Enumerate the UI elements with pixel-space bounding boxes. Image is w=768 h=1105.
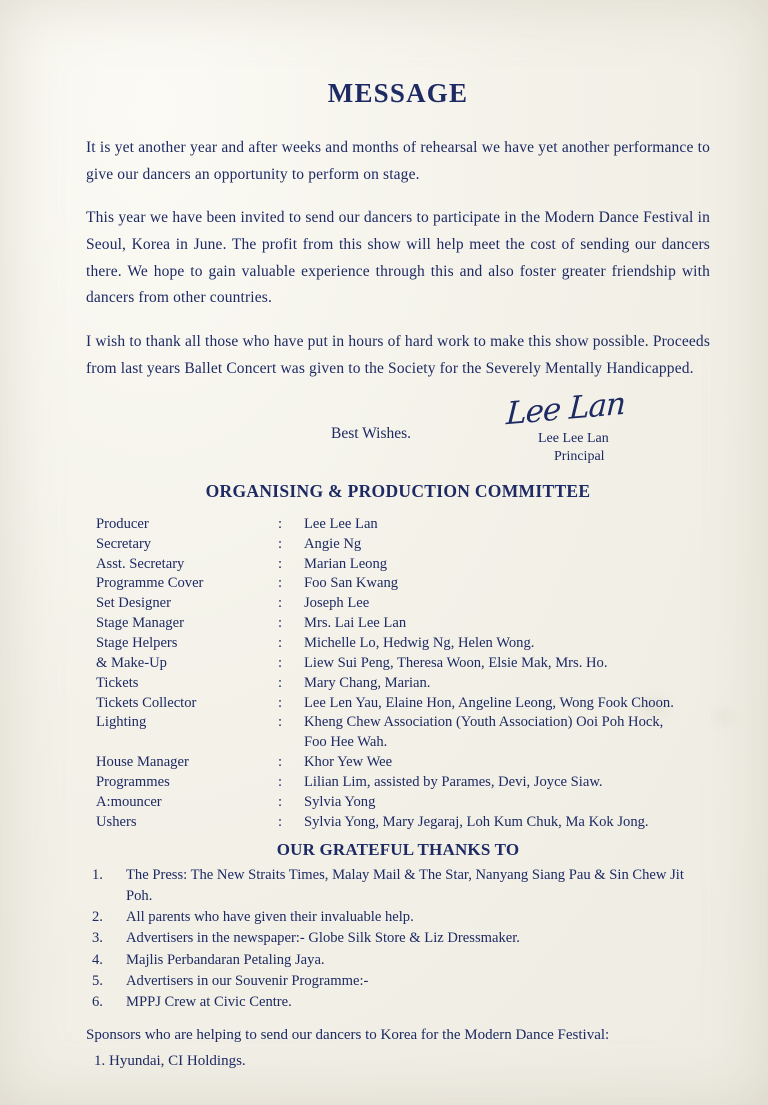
committee-role: & Make-Up: [96, 654, 167, 671]
committee-separator: :: [278, 615, 283, 632]
committee-role: Asst. Secretary: [96, 555, 185, 572]
committee-role: Tickets: [96, 674, 139, 691]
list-item-number: 6.: [92, 993, 103, 1010]
signatory-role: Principal: [554, 449, 605, 465]
table-row: [96, 534, 720, 554]
committee-value: Mrs. Lai Lee Lan: [304, 615, 407, 632]
committee-separator: :: [278, 714, 283, 731]
table-row: [96, 653, 720, 673]
best-wishes-text: Best Wishes.: [331, 425, 412, 443]
list-item-text: Majlis Perbandaran Petaling Jaya.: [126, 951, 325, 968]
committee-value: Foo San Kwang: [304, 575, 399, 592]
committee-role: Ushers: [96, 813, 137, 830]
committee-role: Programmes: [96, 774, 170, 791]
list-item-number: 4.: [92, 951, 103, 968]
list-item-number: 2.: [92, 909, 103, 926]
committee-separator: :: [278, 595, 283, 612]
list-item: [92, 865, 710, 907]
committee-value: Mary Chang, Marian.: [304, 674, 431, 691]
committee-value: Lee Lee Lan: [304, 515, 378, 532]
committee-value: Marian Leong: [304, 555, 388, 572]
committee-value: Liew Sui Peng, Theresa Woon, Elsie Mak, Mrs. Ho.: [304, 654, 608, 671]
table-row: [96, 594, 720, 614]
committee-role-blank: [96, 733, 278, 753]
list-item-number: 5.: [92, 972, 103, 989]
handwritten-signature: Lee Lan: [505, 385, 626, 433]
list-item: [92, 907, 710, 928]
list-item-text: Advertisers in the newspaper:- Globe Silk Store & Liz Dressmaker.: [126, 930, 520, 947]
committee-separator: :: [278, 575, 283, 592]
committee-value: Khor Yew Wee: [304, 754, 393, 771]
table-row: [96, 753, 720, 773]
signatory-name: Lee Lee Lan: [538, 431, 609, 447]
committee-separator: :: [278, 635, 283, 651]
table-row: [96, 812, 720, 832]
page-title: MESSAGE: [327, 78, 469, 108]
committee-role: Set Designer: [96, 595, 171, 612]
table-row-continuation: [96, 733, 720, 753]
committee-separator: :: [278, 654, 283, 671]
committee-role: Lighting: [96, 714, 147, 731]
thanks-heading: OUR GRATEFUL THANKS TO: [276, 840, 520, 859]
committee-value: Lee Len Yau, Elaine Hon, Angeline Leong, Wong Fook Choon.: [304, 694, 674, 711]
committee-role: Secretary: [96, 535, 152, 552]
committee-separator: :: [278, 515, 283, 532]
committee-separator: :: [278, 555, 283, 572]
list-item-text: The Press: The New Straits Times, Malay Mail & The Star, Nanyang Siang Pau & Sin Chew Jit Poh.: [126, 867, 684, 905]
list-item: [92, 928, 710, 949]
message-paragraph-2: This year we have been invited to send our dancers to participate in the Modern Dance Festival in Seoul, Korea in June. The profit from this show will help meet the cost of sending our dancers there. We hope to gain valuable experience through this and also foster greater friendship with dancers from other countries.: [86, 209, 710, 307]
message-paragraph-1: It is yet another year and after weeks and months of rehearsal we have yet another performance to give our dancers an opportunity to perform on stage.: [86, 139, 710, 183]
list-item: [92, 992, 710, 1013]
committee-table: [96, 514, 720, 832]
sponsor-list-item: 1. Hyundai, CI Holdings.: [94, 1053, 246, 1070]
table-row: [96, 554, 720, 574]
list-item: [92, 950, 710, 971]
committee-separator: :: [278, 793, 283, 810]
committee-value-continuation: Foo Hee Wah.: [304, 734, 388, 751]
list-item-text: Advertisers in our Souvenir Programme:-: [126, 972, 369, 989]
committee-separator-blank: [278, 733, 304, 753]
table-row: [96, 633, 720, 653]
list-item-number: 3.: [92, 930, 103, 947]
committee-role: A:mouncer: [96, 793, 162, 810]
message-paragraph-3: I wish to thank all those who have put in hours of hard work to make this show possible. Proceeds from last years Ballet Concert was given to the Society for the Severely Mentally Handicapped.: [86, 332, 710, 377]
table-row: [96, 614, 720, 634]
sponsors-intro: Sponsors who are helping to send our dancers to Korea for the Modern Dance Festival:: [86, 1027, 610, 1044]
table-row: [96, 514, 720, 534]
committee-separator: :: [278, 535, 283, 552]
committee-role: Producer: [96, 515, 149, 532]
committee-separator: :: [278, 754, 283, 771]
committee-value: Joseph Lee: [304, 595, 370, 612]
committee-value: Sylvia Yong: [304, 793, 376, 810]
committee-role: Stage Manager: [96, 615, 184, 632]
table-row: [96, 792, 720, 812]
table-row: [96, 574, 720, 594]
table-row: [96, 772, 720, 792]
committee-value: Michelle Lo, Hedwig Ng, Helen Wong.: [304, 635, 535, 651]
committee-separator: :: [278, 694, 283, 711]
list-item-number: 1.: [92, 867, 103, 883]
committee-value: Sylvia Yong, Mary Jegaraj, Loh Kum Chuk, Ma Kok Jong.: [304, 813, 649, 830]
table-row: [96, 713, 720, 733]
committee-value: Angie Ng: [304, 535, 362, 552]
committee-role: Tickets Collector: [96, 694, 197, 711]
document-content: [86, 60, 710, 1070]
committee-value: Lilian Lim, assisted by Parames, Devi, Joyce Siaw.: [304, 774, 603, 791]
committee-separator: :: [278, 774, 283, 791]
thanks-list: [92, 865, 710, 1013]
committee-value: Kheng Chew Association (Youth Association) Ooi Poh Hock,: [304, 714, 664, 731]
committee-heading: ORGANISING & PRODUCTION COMMITTEE: [205, 481, 591, 502]
committee-role: Programme Cover: [96, 575, 204, 592]
table-row: [96, 673, 720, 693]
committee-separator: :: [278, 674, 283, 691]
committee-role: House Manager: [96, 754, 189, 771]
list-item-text: MPPJ Crew at Civic Centre.: [126, 993, 292, 1010]
closing-block: [86, 385, 710, 465]
committee-role: Stage Helpers: [96, 635, 178, 651]
list-item-text: All parents who have given their invaluable help.: [126, 909, 414, 926]
table-row: [96, 693, 720, 713]
committee-separator: :: [278, 813, 283, 830]
list-item: [92, 971, 710, 992]
